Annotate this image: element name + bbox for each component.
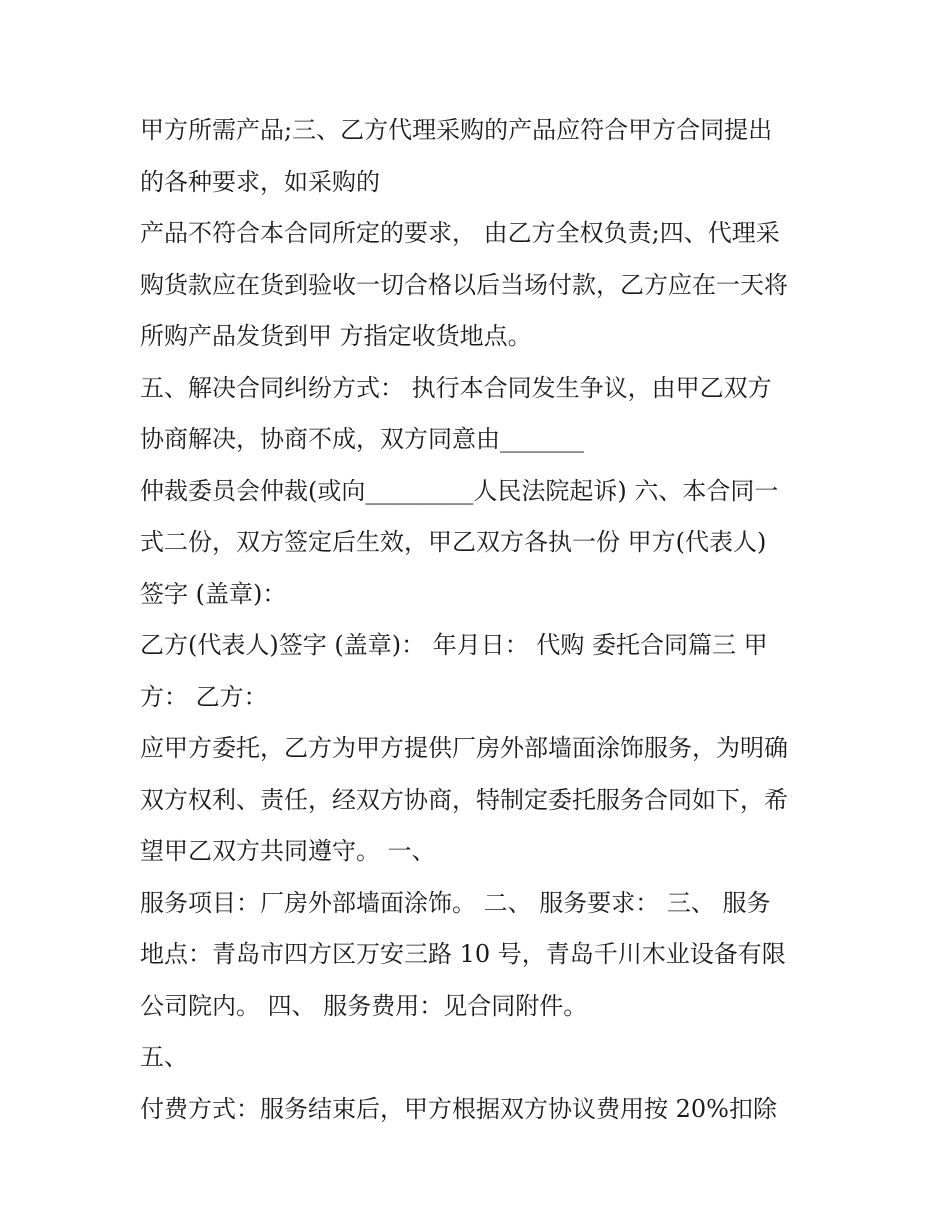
text-line: 甲方所需产品;三、乙方代理采购的产品应符合甲方合同提出 — [140, 116, 773, 144]
text-line: 望甲乙双方共同遵守。 一、 — [140, 837, 436, 865]
text-line: 五、 — [140, 1043, 188, 1071]
text-line: 仲裁委员会仲裁(或向_________人民法院起诉) 六、本合同一 — [140, 476, 779, 505]
text-line: 服务项目：厂房外部墙面涂饰。 二、 服务要求： 三、 服务 — [140, 888, 771, 917]
text-line: 购货款应在货到验收一切合格以后当场付款，乙方应在一天将 — [140, 270, 788, 299]
text-line: 应甲方委托，乙方为甲方提供厂房外部墙面涂饰服务，为明确 — [140, 734, 788, 762]
text-line: 乙方(代表人)签字 (盖章)： 年月日： 代购 委托合同篇三 甲 — [140, 631, 768, 659]
text-line: 方： 乙方： — [140, 682, 268, 711]
text-line: 所购产品发货到甲 方指定收货地点。 — [140, 322, 532, 350]
text-line: 的各种要求，如采购的 — [140, 167, 380, 196]
text-line: 双方权利、责任，经双方协商，特制定委托服务合同如下，希 — [140, 785, 788, 814]
text-line: 五、解决合同纠纷方式： 执行本合同发生争议，由甲乙双方 — [140, 373, 772, 402]
text-line: 公司院内。 四、 服务费用：见合同附件。 — [140, 991, 588, 1020]
text-line: 式二份，双方签定后生效，甲乙双方各执一份 甲方(代表人) — [140, 528, 767, 556]
text-line: 产品不符合本合同所定的要求， 由乙方全权负责;四、代理采 — [140, 219, 780, 247]
text-line: 协商解决，协商不成，双方同意由_______ — [140, 425, 584, 453]
text-line: 付费方式：服务结束后，甲方根据双方协议费用按 20%扣除 — [140, 1094, 777, 1123]
text-line: 签字 (盖章)： — [140, 579, 287, 608]
contract-body-text — [140, 108, 820, 1138]
text-line: 地点：青岛市四方区万安三路 10 号，青岛千川木业设备有限 — [140, 940, 786, 968]
